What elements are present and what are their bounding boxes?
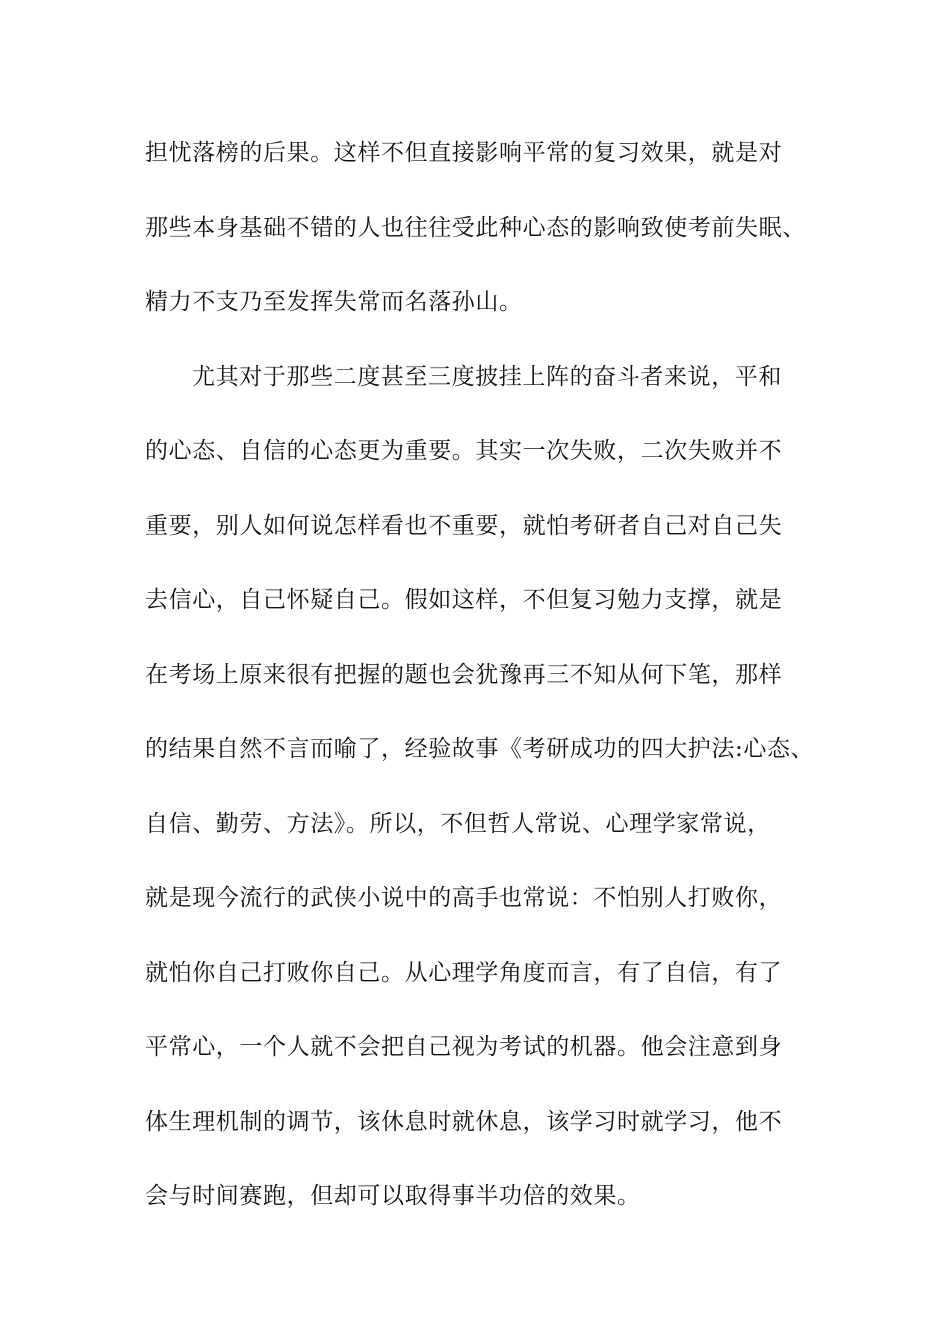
text-line: 去信心，自己怀疑自己。假如这样，不但复习勉力支撑，就是 bbox=[145, 587, 783, 613]
text-line: 的心态、自信的心态更为重要。其实一次失败，二次失败并不 bbox=[145, 438, 783, 464]
text-line: 精力不支乃至发挥失常而名落孙山。 bbox=[145, 289, 523, 315]
body-text bbox=[145, 132, 825, 1250]
text-line: 那些本身基础不错的人也往往受此种心态的影响致使考前失眠、 bbox=[145, 214, 806, 241]
text-line: 会与时间赛跑，但却可以取得事半功倍的效果。 bbox=[145, 1183, 641, 1209]
text-line: 的结果自然不言而喻了，经验故事《考研成功的四大护法:心态、 bbox=[145, 736, 815, 762]
text-line: 平常心，一个人就不会把自己视为考试的机器。他会注意到身 bbox=[145, 1034, 783, 1060]
text-line: 就是现今流行的武侠小说中的高手也常说：不怕别人打败你， bbox=[145, 885, 783, 911]
paragraph-2 bbox=[145, 356, 825, 1250]
paragraph-1 bbox=[145, 132, 825, 356]
text-line: 担忧落榜的后果。这样不但直接影响平常的复习效果，就是对 bbox=[145, 140, 783, 166]
text-line: 在考场上原来很有把握的题也会犹豫再三不知从何下笔，那样 bbox=[145, 661, 783, 688]
text-line: 自信、勤劳、方法》。所以，不但哲人常说、心理学家常说， bbox=[145, 810, 771, 837]
text-line: 尤其对于那些二度甚至三度披挂上阵的奋斗者来说，平和 bbox=[192, 363, 782, 390]
text-line: 重要，别人如何说怎样看也不重要，就怕考研者自己对自己失 bbox=[145, 512, 783, 539]
text-line: 就怕你自己打败你自己。从心理学角度而言，有了自信，有了 bbox=[145, 959, 783, 986]
text-line: 体生理机制的调节，该休息时就休息，该学习时就学习，他不 bbox=[145, 1108, 783, 1135]
